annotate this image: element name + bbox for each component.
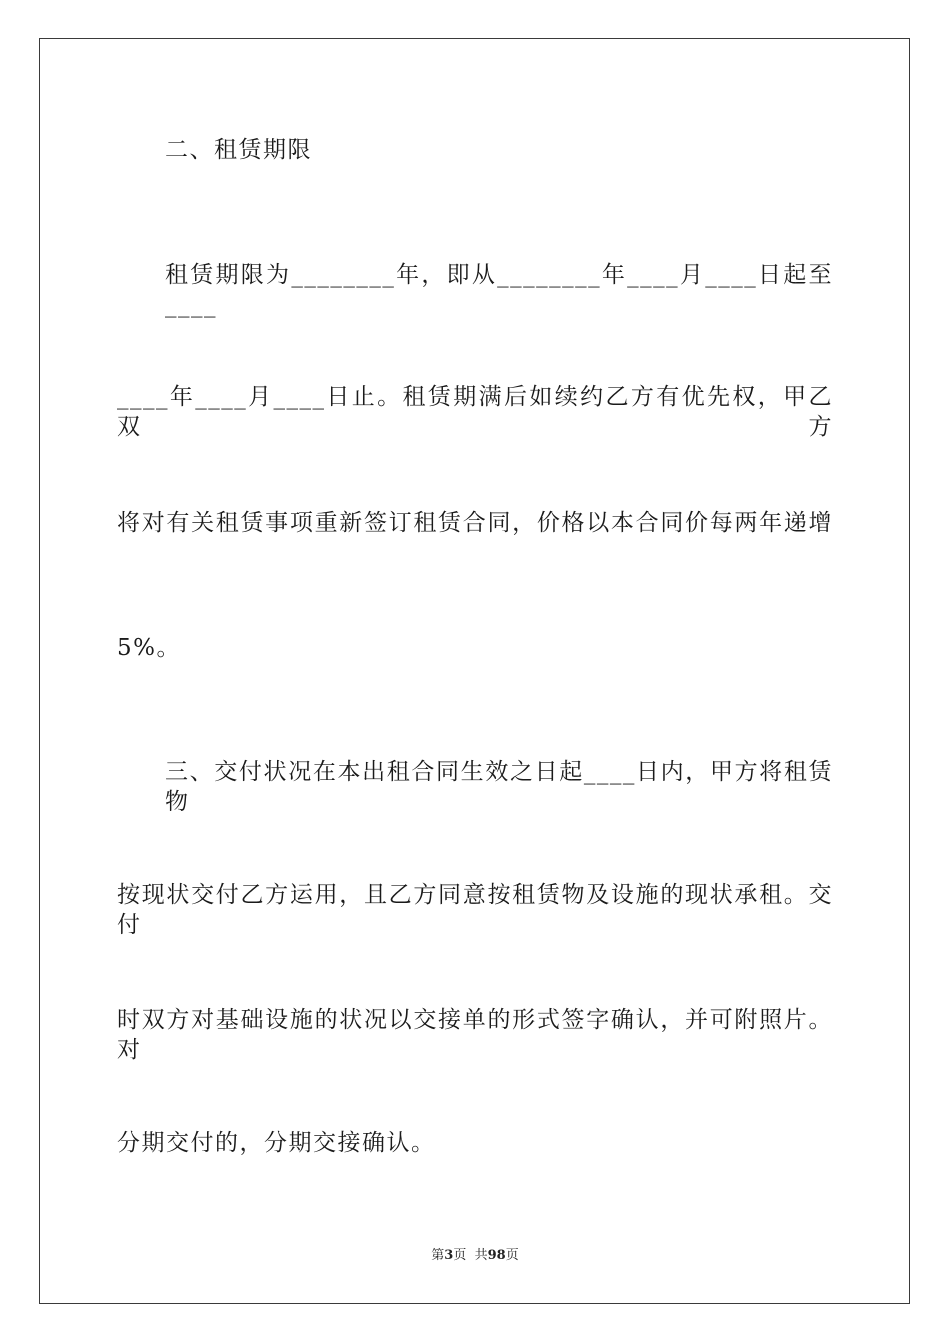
paragraph-line: 租赁期限为________年，即从________年____月____日起至____: [165, 262, 833, 318]
section-heading-term: 二、租赁期限: [165, 137, 312, 163]
paragraph-line: 5%。: [117, 635, 181, 661]
page-total: 98: [487, 1248, 506, 1263]
page-current: 3: [444, 1248, 454, 1263]
paragraph-line: 分期交付的，分期交接确认。: [117, 1130, 436, 1156]
paragraph-line: 时双方对基础设施的状况以交接单的形式签字确认，并可附照片。对: [117, 1007, 833, 1063]
page-mid: 页 共: [453, 1248, 488, 1263]
page-footer: [0, 1247, 950, 1265]
page-border: [39, 38, 910, 1304]
paragraph-line: 三、交付状况在本出租合同生效之日起____日内，甲方将租赁物: [165, 759, 833, 815]
paragraph-line: 按现状交付乙方运用，且乙方同意按租赁物及设施的现状承租。交付: [117, 882, 833, 938]
page-suffix: 页: [505, 1248, 519, 1263]
paragraph-line: 将对有关租赁事项重新签订租赁合同，价格以本合同价每两年递增: [117, 510, 833, 536]
page-prefix: 第: [431, 1248, 445, 1263]
paragraph-line: ____年____月____日止。租赁期满后如续约乙方有优先权，甲乙双方: [117, 384, 833, 440]
